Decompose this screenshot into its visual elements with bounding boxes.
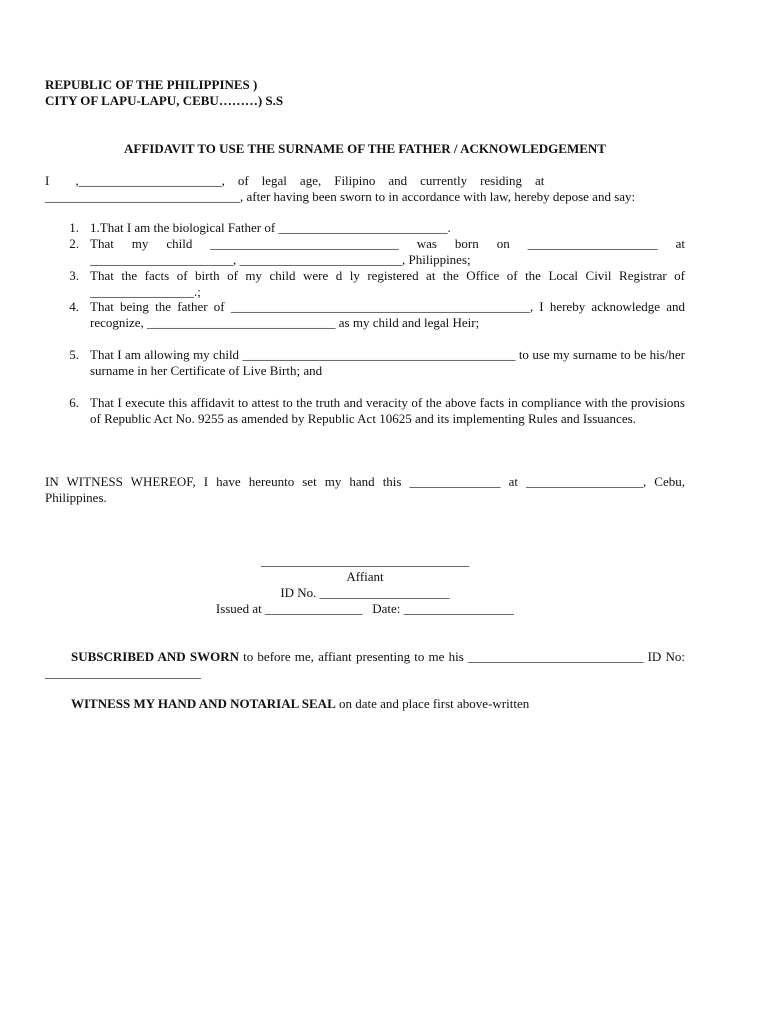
list-item-text: That the facts of birth of my child were d ly registered at the Office of the Local Civil Registrar of ________________.; (90, 268, 685, 299)
subscribed-text: to before me, affiant presenting to me his ___________________________ ID No: ________________________ (45, 649, 685, 680)
list-item-text: That I execute this affidavit to attest to the truth and veracity of the above facts in compliance with the provisions of Republic Act No. 9255 as amended by Republic Act 10625 and its implementing Rules and Issuances. (90, 395, 685, 426)
list-item-number: 6. (69, 395, 79, 410)
notarial-text: on date and place first above-written (335, 696, 530, 711)
caption-republic: REPUBLIC OF THE PHILIPPINES ) (45, 77, 258, 92)
list-item-text: That my child _____________________________ was born on ____________________ at ______________________, _________________________, Philippines; (90, 236, 685, 267)
issued-date-line: Issued at _______________ Date: _________________ (215, 601, 515, 616)
subscribed-bold-text: SUBSCRIBED AND SWORN (71, 649, 239, 664)
notarial-bold-text: WITNESS MY HAND AND NOTARIAL SEAL (71, 696, 336, 711)
witness-paragraph: IN WITNESS WHEREOF, I have hereunto set my hand this ______________ at __________________, Cebu, Philippines. (45, 474, 685, 505)
list-item-text: That I am allowing my child __________________________________________ to use my surname to be his/her surname in her Certificate of Live Birth; and (90, 347, 685, 378)
id-number-line: ID No. ____________________ (280, 585, 450, 600)
list-item-number: 5. (69, 347, 79, 362)
list-item-number: 4. (69, 299, 79, 314)
subscribed-paragraph (45, 649, 685, 681)
intro-paragraph: I ,______________________, of legal age, Filipino and currently residing at ______________________________, after having been sworn to in accordance with law, hereby depose and say: (45, 173, 636, 204)
affiant-label: Affiant (346, 569, 384, 584)
list-item-text: 1.That I am the biological Father of __________________________. (90, 220, 451, 235)
document-title: AFFIDAVIT TO USE THE SURNAME OF THE FATHER / ACKNOWLEDGEMENT (124, 141, 606, 156)
caption-city: CITY OF LAPU-LAPU, CEBU………) S.S (45, 93, 284, 108)
list-item-number: 1. (69, 220, 79, 235)
list-item-text: That being the father of ______________________________________________, I hereby acknowledge and recognize, _____________________________ as my child and legal Heir; (90, 299, 685, 330)
signature-line: ________________________________ (261, 553, 469, 568)
list-item-number: 2. (69, 236, 79, 251)
list-item-number: 3. (69, 268, 79, 283)
notarial-paragraph (45, 696, 685, 712)
